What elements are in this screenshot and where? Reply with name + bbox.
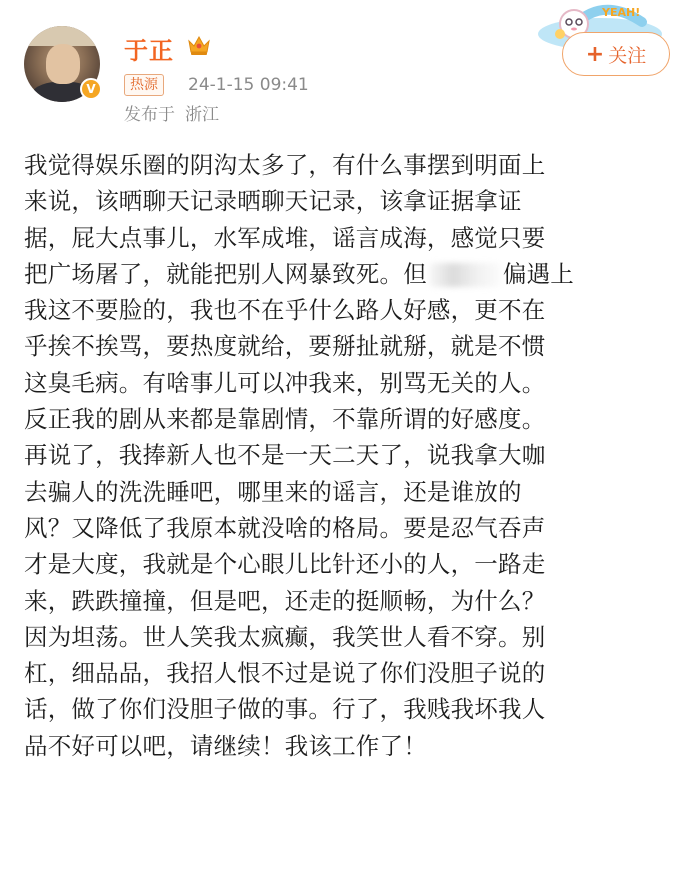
post-location: [124, 104, 219, 126]
post-body-line: [24, 328, 674, 364]
post-body: [24, 147, 674, 764]
location-value: 浙江: [185, 105, 219, 125]
post-body-text: 风？又降低了我原本就没啥的格局。要是忍气吞声: [24, 513, 546, 542]
post-body-line: [24, 691, 674, 727]
post-body-text: 乎挨不挨骂，要热度就给，要掰扯就掰，就是不惯: [24, 332, 546, 361]
post-body-line: [24, 292, 674, 328]
post-body-line: [24, 728, 674, 764]
post-body-text: 再说了，我捧新人也不是一天二天了，说我拿大咖: [24, 441, 546, 470]
plus-icon: +: [585, 41, 605, 67]
post-body-text: 来，跌跌撞撞，但是吧，还走的挺顺畅，为什么？: [24, 586, 546, 615]
location-prefix: 发布于: [124, 105, 175, 125]
post-body-text: 我觉得娱乐圈的阴沟太多了，有什么事摆到明面上: [24, 151, 546, 179]
hot-source-badge[interactable]: 热源: [124, 74, 164, 96]
post-body-text: 据，屁大点事儿，水军成堆，谣言成海，感觉只要: [24, 223, 546, 252]
post-body-line: [24, 365, 674, 401]
post-timestamp: 24-1-15 09:41: [188, 75, 309, 95]
post-body-text: 来说，该晒聊天记录晒聊天记录，该拿证据拿证: [24, 187, 522, 216]
post-body-text: 我这不要脸的，我也不在乎什么路人好感，更不在: [24, 296, 546, 325]
post-body-text: 话，做了你们没胆子做的事。行了，我贱我坏我人: [24, 695, 546, 724]
post-body-text: 去骗人的洗洗睡吧，哪里来的谣言，还是谁放的: [24, 477, 522, 506]
post-body-text: 杠，细品品，我招人恨不过是说了你们没胆子说的: [24, 659, 546, 688]
post-body-text: 因为坦荡。世人笑我太疯癫，我笑世人看不穿。别: [24, 622, 546, 651]
post-body-line: [24, 510, 674, 546]
post-body-line: [24, 147, 674, 183]
sticker-text: YEAH!: [602, 6, 641, 19]
verified-badge-icon: V: [80, 78, 102, 100]
crown-icon: [186, 34, 212, 56]
follow-label: 关注: [608, 44, 647, 67]
post-body-line: [24, 256, 674, 292]
post-body-line: [24, 401, 674, 437]
follow-button[interactable]: [562, 32, 670, 76]
post-body-line: [24, 474, 674, 510]
username[interactable]: 于正: [124, 37, 174, 65]
post-body-line: [24, 437, 674, 473]
post-body-text: 反正我的剧从来都是靠剧情，不靠所谓的好感度。: [24, 405, 546, 434]
post-body-text: 把广场屠了，就能把别人网暴致死。但: [24, 259, 427, 288]
post-body-text: 品不好可以吧，请继续！我该工作了！: [24, 731, 427, 760]
post-body-line: [24, 546, 674, 582]
post-body-line: [24, 220, 674, 256]
redacted-blur: [429, 263, 501, 287]
post-body-line: [24, 583, 674, 619]
avatar-background: [24, 26, 100, 46]
post-body-line: [24, 619, 674, 655]
post-body-text: 偏遇上: [502, 259, 575, 288]
post-body-text: 才是大度，我就是个心眼儿比针还小的人，一路走: [24, 550, 546, 579]
post-body-line: [24, 183, 674, 219]
post-body-line: [24, 655, 674, 691]
post-body-text: 这臭毛病。有啥事儿可以冲我来，别骂无关的人。: [24, 368, 546, 397]
avatar-face: [46, 44, 80, 84]
